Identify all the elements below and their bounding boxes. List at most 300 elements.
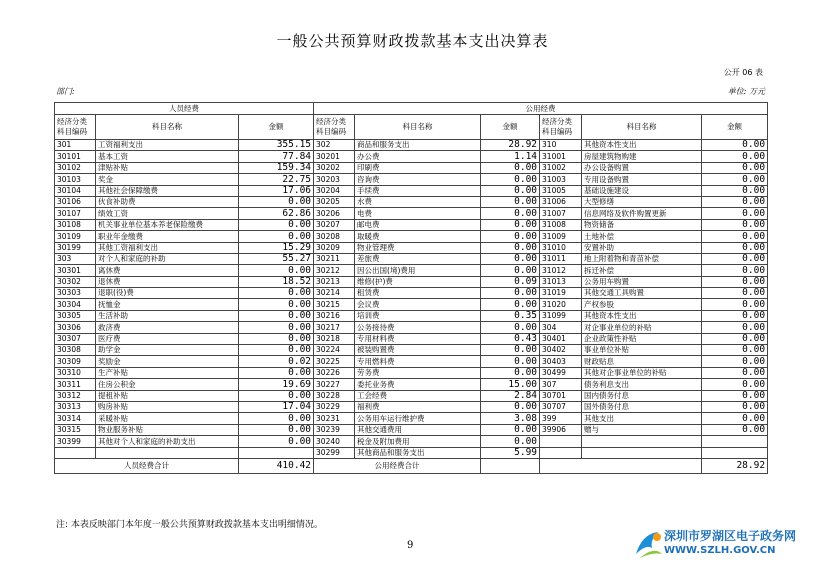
page-number: 9 [407,540,414,551]
name-cell: 其他资本性支出 [582,310,702,321]
code-cell: 31012 [540,265,582,276]
code-cell: 31007 [540,208,582,219]
table-row [55,196,768,207]
amount-cell: 0.00 [239,333,314,344]
name-cell: 物业管理费 [355,242,481,253]
name-cell: 工资福利支出 [96,140,239,151]
amount-cell: 28.92 [481,140,540,151]
amount-cell: 0.00 [481,162,540,173]
code-cell: 30402 [540,345,582,356]
name-cell: 医疗费 [96,333,239,344]
code-cell [540,447,582,458]
code-cell: 30308 [55,345,96,356]
footnote: 注: 本表反映部门本年度一般公共预算财政拨款基本支出明细情况。 [56,520,323,530]
name-cell: 物业服务补贴 [96,424,239,435]
page-title: 一般公共预算财政拨款基本支出决算表 [276,32,549,50]
amount-cell: 0.00 [239,310,314,321]
code-cell: 30302 [55,276,96,287]
code-cell: 30215 [314,299,355,310]
name-cell: 基本工资 [96,151,239,162]
code-cell: 30401 [540,333,582,344]
code-cell: 30204 [314,185,355,196]
name-cell: 水费 [355,196,481,207]
code-cell: 30108 [55,219,96,230]
amount-cell [702,447,768,458]
amount-cell: 0.00 [239,299,314,310]
name-cell: 债务利息支出 [582,379,702,390]
code-cell [540,436,582,447]
amount-cell: 0.00 [239,424,314,435]
name-cell: 房屋建筑物购建 [582,151,702,162]
name-cell: 国内债务付息 [582,390,702,401]
code-cell: 30707 [540,401,582,412]
code-cell: 30301 [55,265,96,276]
amount-cell: 0.00 [702,322,768,333]
name-cell: 工会经费 [355,390,481,401]
amount-cell: 0.00 [481,196,540,207]
amount-cell: 0.00 [481,185,540,196]
code-cell [55,447,96,458]
code-cell: 30403 [540,356,582,367]
code-cell: 30207 [314,219,355,230]
amount-cell: 0.00 [702,401,768,412]
code-cell: 30217 [314,322,355,333]
name-cell: 会议费 [355,299,481,310]
code-cell: 303 [55,253,96,264]
code-cell: 30309 [55,356,96,367]
amount-cell: 0.00 [481,174,540,185]
code-header: 经济分类科目编码 [55,115,96,140]
code-cell: 30227 [314,379,355,390]
amount-cell: 0.00 [702,151,768,162]
code-cell: 30109 [55,231,96,242]
code-cell: 30239 [314,424,355,435]
amount-cell [702,436,768,447]
amount-cell: 0.00 [702,162,768,173]
amount-cell: 0.00 [702,231,768,242]
code-cell: 30202 [314,162,355,173]
name-cell: 其他支出 [582,413,702,424]
name-cell: 其他社会保障缴费 [96,185,239,196]
code-header: 经济分类科目编码 [314,115,355,140]
name-cell: 国外债务付息 [582,401,702,412]
amount-cell: 0.00 [481,253,540,264]
amount-cell: 0.00 [702,345,768,356]
table-row [55,401,768,412]
public-total-amount: 28.92 [702,458,768,473]
amount-cell: 0.00 [239,219,314,230]
name-cell [582,436,702,447]
code-cell: 30305 [55,310,96,321]
name-cell: 办公设备购置 [582,162,702,173]
table-row [55,436,768,447]
code-cell: 30213 [314,276,355,287]
code-cell: 30209 [314,242,355,253]
name-cell: 伙食补助费 [96,196,239,207]
name-cell: 绩效工资 [96,208,239,219]
unit-label: 单位: 万元 [727,87,765,96]
name-cell: 对企事业单位的补贴 [582,322,702,333]
name-cell: 对个人和家庭的补助 [96,253,239,264]
code-cell: 30101 [55,151,96,162]
amount-cell: 0.02 [239,356,314,367]
name-cell: 手续费 [355,185,481,196]
name-cell: 离休费 [96,265,239,276]
name-cell: 助学金 [96,345,239,356]
amount-cell: 55.27 [239,253,314,264]
code-cell: 30313 [55,401,96,412]
code-cell: 30104 [55,185,96,196]
code-cell: 30216 [314,310,355,321]
code-cell: 30306 [55,322,96,333]
code-cell: 30240 [314,436,355,447]
amount-cell: 0.00 [702,310,768,321]
name-cell: 办公费 [355,151,481,162]
name-cell: 商品和服务支出 [355,140,481,151]
table-row [55,379,768,390]
name-cell: 抚恤金 [96,299,239,310]
name-cell: 拆迁补偿 [582,265,702,276]
code-cell: 30102 [55,162,96,173]
amount-cell: 0.00 [481,345,540,356]
name-cell: 安置补助 [582,242,702,253]
code-cell: 30299 [314,447,355,458]
table-row [55,345,768,356]
table-row [55,333,768,344]
amount-cell: 2.84 [481,390,540,401]
amount-cell: 0.00 [239,345,314,356]
table-row [55,447,768,458]
name-cell: 租赁费 [355,288,481,299]
amount-cell: 0.00 [481,231,540,242]
table-row [55,242,768,253]
name-header: 科目名称 [96,115,239,140]
name-cell: 购房补贴 [96,401,239,412]
code-cell: 31011 [540,253,582,264]
name-cell: 公务接待费 [355,322,481,333]
name-cell: 事业单位补贴 [582,345,702,356]
name-cell: 生活补助 [96,310,239,321]
watermark-site-url: WWW.SZLH.GOV.CN [664,545,776,556]
amount-cell: 0.00 [239,196,314,207]
amount-cell: 0.00 [239,288,314,299]
amount-cell: 62.86 [239,208,314,219]
name-cell: 印刷费 [355,162,481,173]
amount-cell: 1.14 [481,151,540,162]
name-cell: 取暖费 [355,231,481,242]
name-cell [582,447,702,458]
code-cell: 304 [540,322,582,333]
amount-cell: 0.00 [702,253,768,264]
name-cell: 大型修缮 [582,196,702,207]
amount-cell: 159.34 [239,162,314,173]
code-cell: 31001 [540,151,582,162]
amount-cell: 0.00 [481,367,540,378]
expenditure-table [54,102,768,474]
code-cell: 31019 [540,288,582,299]
table-row [55,162,768,173]
code-cell: 30107 [55,208,96,219]
name-cell: 产权参股 [582,299,702,310]
name-cell: 其他交通工具购置 [582,288,702,299]
table-row [55,276,768,287]
amount-cell: 0.00 [239,413,314,424]
name-cell: 提租补贴 [96,390,239,401]
name-header: 科目名称 [355,115,481,140]
amount-cell: 0.00 [702,333,768,344]
name-cell: 其他对个人和家庭的补助支出 [96,436,239,447]
amount-cell: 15.29 [239,242,314,253]
code-cell: 31006 [540,196,582,207]
code-cell: 30307 [55,333,96,344]
name-cell: 专用设备购置 [582,174,702,185]
code-cell: 30399 [55,436,96,447]
code-cell: 30211 [314,253,355,264]
amount-cell: 18.52 [239,276,314,287]
code-cell: 31009 [540,231,582,242]
amount-cell: 0.00 [481,401,540,412]
code-cell: 30218 [314,333,355,344]
code-cell: 31008 [540,219,582,230]
name-cell: 采暖补贴 [96,413,239,424]
name-cell: 奖励金 [96,356,239,367]
code-cell: 30311 [55,379,96,390]
name-cell: 电费 [355,208,481,219]
amount-cell: 15.00 [481,379,540,390]
amount-cell: 0.00 [702,196,768,207]
department-label: 部门: [56,87,75,96]
amount-header: 金额 [702,115,768,140]
amount-header: 金额 [239,115,314,140]
name-cell: 劳务费 [355,367,481,378]
name-cell: 福利费 [355,401,481,412]
table-row [55,288,768,299]
amount-cell: 0.00 [702,413,768,424]
name-cell [96,447,239,458]
name-cell: 公务用车运行维护费 [355,413,481,424]
name-cell: 因公出国(境)费用 [355,265,481,276]
amount-cell: 22.75 [239,174,314,185]
code-cell: 30310 [55,367,96,378]
amount-cell: 0.00 [702,379,768,390]
amount-cell: 17.06 [239,185,314,196]
code-cell: 30203 [314,174,355,185]
amount-cell: 0.00 [702,288,768,299]
amount-cell: 0.00 [481,424,540,435]
personnel-total-label: 人员经费合计 [55,458,239,473]
table-row [55,140,768,151]
table-row [55,367,768,378]
table-row [55,390,768,401]
amount-cell [239,447,314,458]
amount-cell: 5.99 [481,447,540,458]
code-cell: 30206 [314,208,355,219]
name-cell: 基础设施建设 [582,185,702,196]
name-cell: 其他资本性支出 [582,140,702,151]
amount-cell: 0.00 [702,185,768,196]
table-row [55,322,768,333]
code-cell: 31005 [540,185,582,196]
name-cell: 其他对企事业单位的补贴 [582,367,702,378]
code-cell: 31003 [540,174,582,185]
amount-cell: 0.00 [702,265,768,276]
name-cell: 培训费 [355,310,481,321]
table-row [55,219,768,230]
name-cell: 其他商品和服务支出 [355,447,481,458]
amount-cell: 17.04 [239,401,314,412]
name-cell: 税金及附加费用 [355,436,481,447]
code-cell: 310 [540,140,582,151]
amount-cell: 0.35 [481,310,540,321]
amount-cell: 355.15 [239,140,314,151]
code-cell: 39906 [540,424,582,435]
amount-cell: 0.00 [481,265,540,276]
code-cell: 30315 [55,424,96,435]
name-cell: 职业年金缴费 [96,231,239,242]
amount-cell: 0.00 [702,356,768,367]
name-cell: 其他交通费用 [355,424,481,435]
code-cell: 399 [540,413,582,424]
name-cell: 地上附着物和青苗补偿 [582,253,702,264]
name-cell: 赠与 [582,424,702,435]
code-cell: 30499 [540,367,582,378]
amount-cell: 0.00 [239,390,314,401]
code-cell: 30226 [314,367,355,378]
code-cell: 30201 [314,151,355,162]
table-row [55,265,768,276]
amount-cell: 0.00 [239,367,314,378]
amount-cell: 0.00 [481,436,540,447]
code-cell: 30199 [55,242,96,253]
amount-cell: 0.00 [481,356,540,367]
amount-cell: 0.00 [481,219,540,230]
name-cell: 被装购置费 [355,345,481,356]
name-cell: 公务用车购置 [582,276,702,287]
amount-cell: 0.00 [239,322,314,333]
table-row [55,413,768,424]
code-cell: 30314 [55,413,96,424]
table-row [55,231,768,242]
code-cell: 30303 [55,288,96,299]
name-cell: 专用燃料费 [355,356,481,367]
name-cell: 委托业务费 [355,379,481,390]
amount-cell: 0.00 [702,219,768,230]
amount-header: 金额 [481,115,540,140]
name-cell: 救济费 [96,322,239,333]
code-cell: 30225 [314,356,355,367]
name-cell: 咨询费 [355,174,481,185]
code-cell: 30229 [314,401,355,412]
public-total-label: 公用经费合计 [314,458,481,473]
name-cell: 财政贴息 [582,356,702,367]
code-cell: 31013 [540,276,582,287]
code-cell: 30214 [314,288,355,299]
name-cell: 奖金 [96,174,239,185]
amount-cell: 0.00 [702,390,768,401]
amount-cell: 0.00 [481,299,540,310]
code-cell: 30212 [314,265,355,276]
name-cell: 物资储备 [582,219,702,230]
code-cell: 301 [55,140,96,151]
personnel-total-amount: 410.42 [239,458,314,473]
table-row [55,185,768,196]
code-cell: 31099 [540,310,582,321]
code-header: 经济分类科目编码 [540,115,582,140]
amount-cell: 0.00 [702,299,768,310]
amount-cell: 0.00 [481,208,540,219]
amount-cell: 0.00 [702,140,768,151]
amount-cell: 0.00 [239,231,314,242]
name-cell: 退职(役)费 [96,288,239,299]
amount-cell: 0.00 [481,288,540,299]
amount-cell: 19.69 [239,379,314,390]
name-cell: 差旅费 [355,253,481,264]
amount-cell: 0.00 [702,174,768,185]
amount-cell: 0.00 [239,436,314,447]
code-cell: 31002 [540,162,582,173]
amount-cell: 0.00 [702,242,768,253]
name-cell: 专用材料费 [355,333,481,344]
code-cell: 30106 [55,196,96,207]
code-cell: 30228 [314,390,355,401]
public-group-header: 公用经费 [314,103,768,115]
code-cell: 31010 [540,242,582,253]
code-cell: 30205 [314,196,355,207]
table-row [55,424,768,435]
personnel-group-header: 人员经费 [55,103,314,115]
amount-cell: 0.00 [702,424,768,435]
amount-cell: 0.00 [481,322,540,333]
name-cell: 住房公积金 [96,379,239,390]
amount-cell: 0.09 [481,276,540,287]
code-cell: 30701 [540,390,582,401]
amount-cell: 0.00 [702,367,768,378]
table-row [55,356,768,367]
name-cell: 维修(护)费 [355,276,481,287]
code-cell: 30224 [314,345,355,356]
name-cell: 津贴补贴 [96,162,239,173]
amount-cell: 0.00 [702,208,768,219]
amount-cell: 0.00 [239,265,314,276]
table-row [55,299,768,310]
total-blank-cell [481,458,540,473]
name-cell: 土地补偿 [582,231,702,242]
form-code: 公开 06 表 [723,68,763,77]
code-cell: 30103 [55,174,96,185]
amount-cell: 3.08 [481,413,540,424]
amount-cell: 0.00 [481,242,540,253]
code-cell: 30304 [55,299,96,310]
name-cell: 生产补贴 [96,367,239,378]
table-row [55,208,768,219]
total-blank-cell [540,458,702,473]
name-cell: 退休费 [96,276,239,287]
name-cell: 信息网络及软件购置更新 [582,208,702,219]
table-row [55,310,768,321]
amount-cell: 77.84 [239,151,314,162]
name-cell: 其他工资福利支出 [96,242,239,253]
table-row [55,174,768,185]
name-cell: 邮电费 [355,219,481,230]
name-cell: 机关事业单位基本养老保险缴费 [96,219,239,230]
amount-cell: 0.43 [481,333,540,344]
name-header: 科目名称 [582,115,702,140]
code-cell: 307 [540,379,582,390]
table-row [55,151,768,162]
code-cell: 30231 [314,413,355,424]
amount-cell: 0.00 [702,276,768,287]
name-cell: 企业政策性补贴 [582,333,702,344]
